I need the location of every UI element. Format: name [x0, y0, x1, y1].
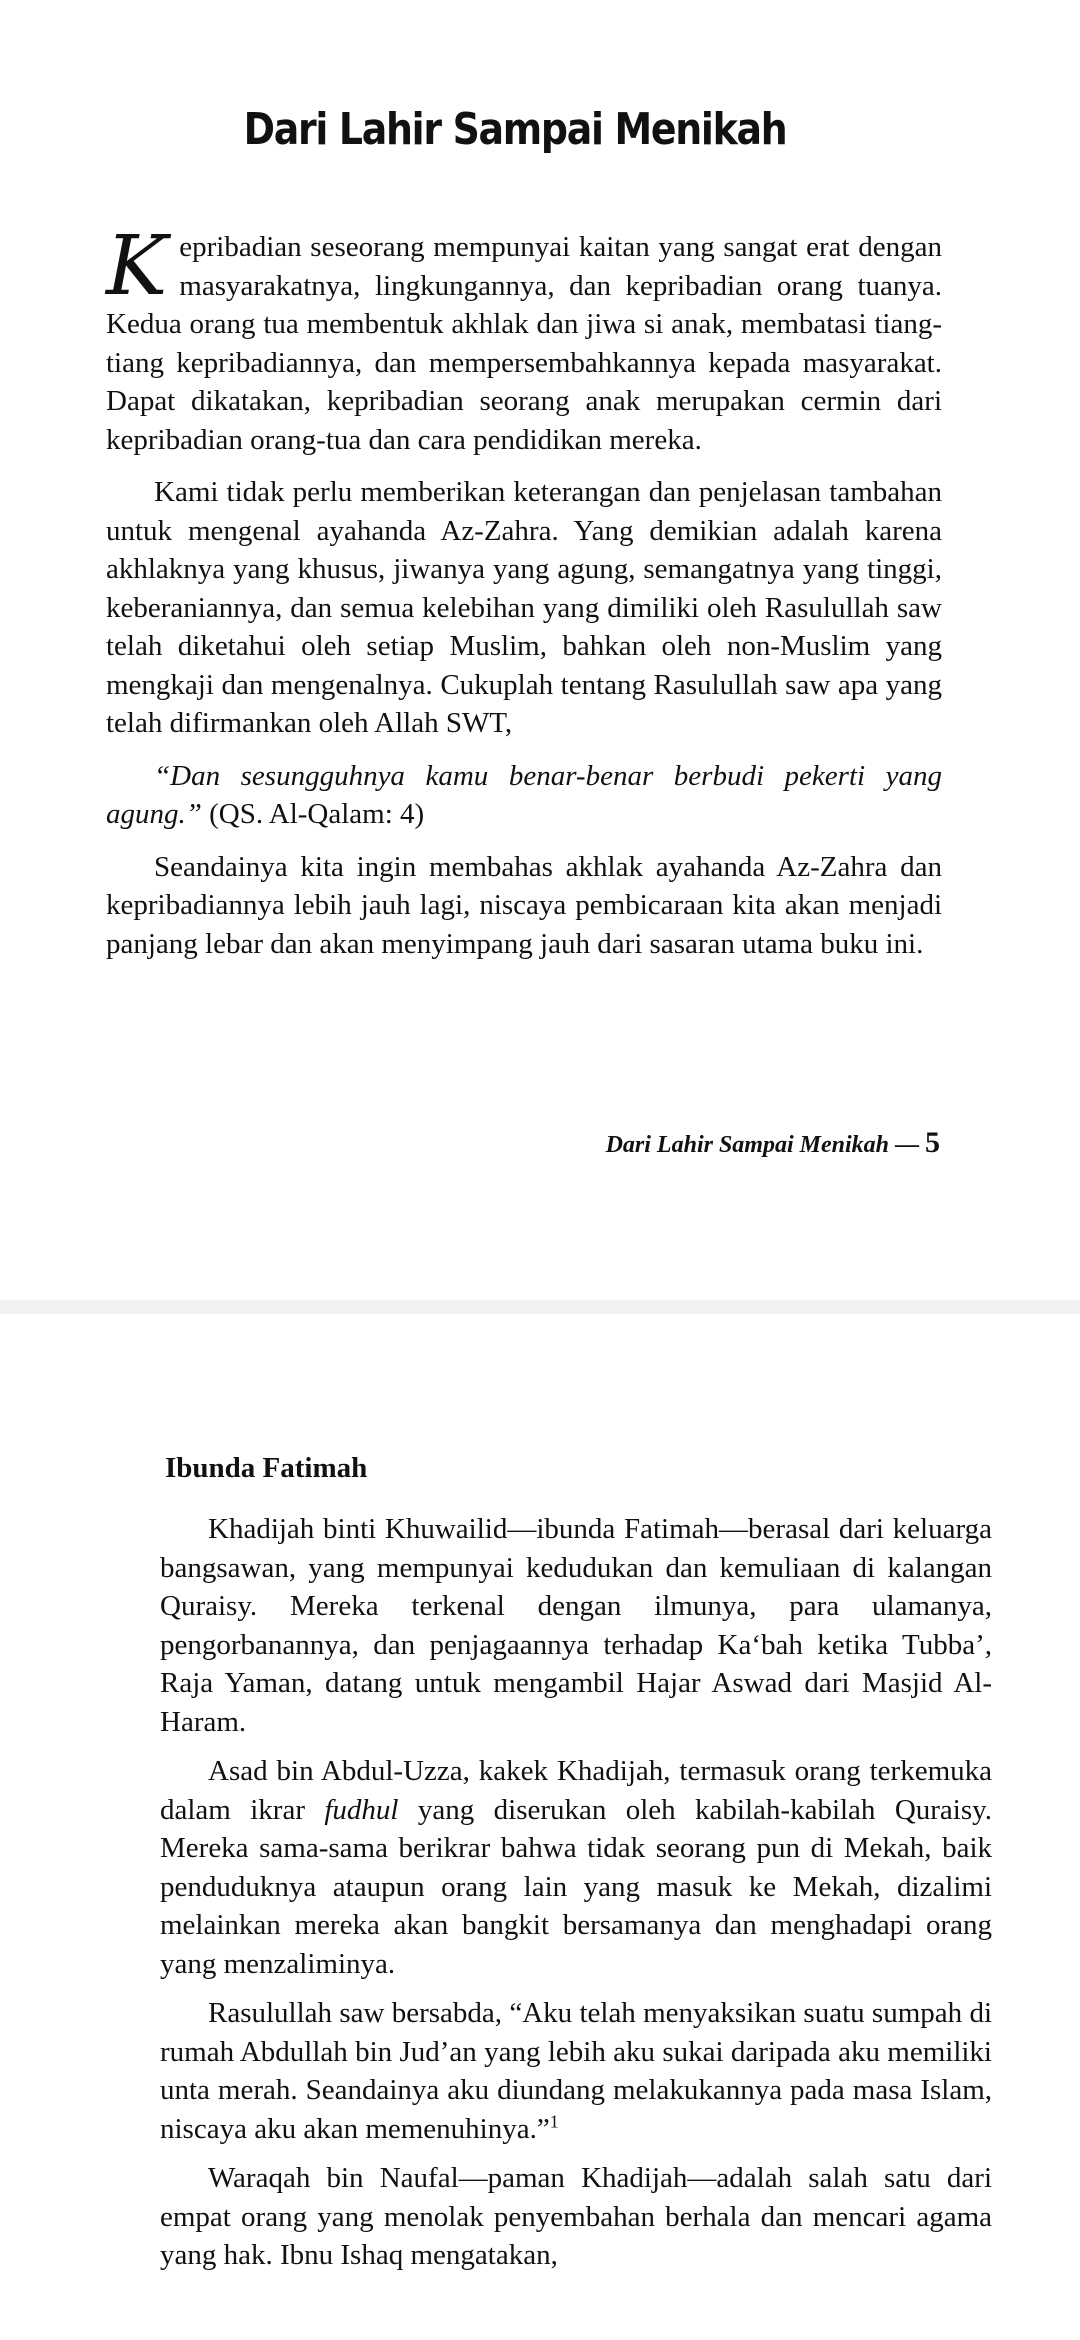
- term-fudhul: fudhul: [324, 1793, 399, 1826]
- running-footer: [520, 1124, 940, 1165]
- page-two: [0, 1314, 1080, 2340]
- paragraph-asad: [160, 1752, 992, 1983]
- paragraph-waraqah: Waraqah bin Naufal—paman Khadijah—adalah salah satu dari empat orang yang menolak penyembahan berhala dan mencari agama yang hak. Ibnu Ishaq mengatakan,: [160, 2162, 992, 2271]
- paragraph-intro-text: epribadian seseorang mempunyai kaitan yang sangat erat dengan masyarakatnya, lingkungannya, dan kepribadian orang tuanya. Kedua orang tua membentuk akhlak dan jiwa si anak, membatasi tiang-tiang kepribadiannya, dan mempersembahkannya kepada masyarakat. Dapat dikatakan, kepribadian seorang anak merupakan cermin dari kepribadian orang-tua dan cara pendidikan mereka.: [106, 231, 942, 456]
- quote-source: (QS. Al-Qalam: 4): [201, 798, 425, 830]
- quran-quote: [106, 757, 942, 834]
- paragraph-asad-before: Asad bin Abdul-Uzza, kakek Khadijah, termasuk orang terkemuka dalam ikrar: [160, 1755, 992, 1826]
- page-number: 5: [925, 1126, 940, 1159]
- page-two-body: [160, 1510, 992, 2286]
- paragraph-ayahanda: Kami tidak perlu memberikan keterangan dan penjelasan tambahan untuk mengenal ayahanda Az-Zahra. Yang demikian adalah karena akhlaknya yang khusus, jiwanya yang agung, semangatnya yang tinggi, keberaniannya, dan semua kelebihan yang dimiliki oleh Rasulullah saw telah diketahui oleh setiap Muslim, bahkan oleh non-Muslim yang mengkaji dan mengenalnya. Cukuplah tentang Rasulullah saw apa yang telah difirmankan oleh Allah SWT,: [106, 476, 942, 739]
- paragraph-khadijah: Khadijah binti Khuwailid—ibunda Fatimah—berasal dari keluarga bangsawan, yang mempunyai kedudukan dan kemuliaan di kalangan Quraisy. Mereka terkenal dengan ilmunya, para ulamanya, pengorbanannya, dan penjagaannya terhadap Ka‘bah ketika Tubba’, Raja Yaman, datang untuk mengambil Hajar Aswad dari Masjid Al-Haram.: [160, 1513, 992, 1738]
- page-one-body: [106, 219, 942, 977]
- chapter-title: Dari Lahir Sampai Menikah: [243, 104, 787, 155]
- paragraph-intro: [106, 219, 942, 459]
- paragraph-rasulullah-text: Rasulullah saw bersabda, “Aku telah menyaksikan suatu sumpah di rumah Abdullah bin Jud’an yang lebih aku sukai daripada aku memiliki unta merah. Seandainya aku diundang melakukannya pada masa Islam, niscaya aku akan memenuhinya.”: [160, 1997, 992, 2145]
- footnote-marker: 1: [549, 2110, 559, 2131]
- footer-title: Dari Lahir Sampai Menikah: [605, 1132, 889, 1158]
- section-heading: Ibunda Fatimah: [165, 1452, 368, 1484]
- drop-cap: K: [106, 219, 168, 314]
- paragraph-rasulullah: [160, 1994, 992, 2148]
- footer-separator: —: [889, 1132, 925, 1158]
- quote-text: “Dan sesungguhnya kamu benar-benar berbudi pekerti yang agung.”: [106, 759, 942, 830]
- paragraph-asad-after: yang diserukan oleh kabilah-kabilah Quraisy. Mereka sama-sama berikrar bahwa tidak seorang pun di Mekah, baik penduduknya ataupun orang lain yang masuk ke Mekah, dizalimi melainkan mereka akan bangkit bersamanya dan menghadapi orang yang menzaliminya.: [160, 1793, 992, 1980]
- paragraph-closing: Seandainya kita ingin membahas akhlak ayahanda Az-Zahra dan kepribadiannya lebih jauh lagi, niscaya pembicaraan kita akan menjadi panjang lebar dan akan menyimpang jauh dari sasaran utama buku ini.: [106, 850, 942, 960]
- page-divider: [0, 1300, 1080, 1314]
